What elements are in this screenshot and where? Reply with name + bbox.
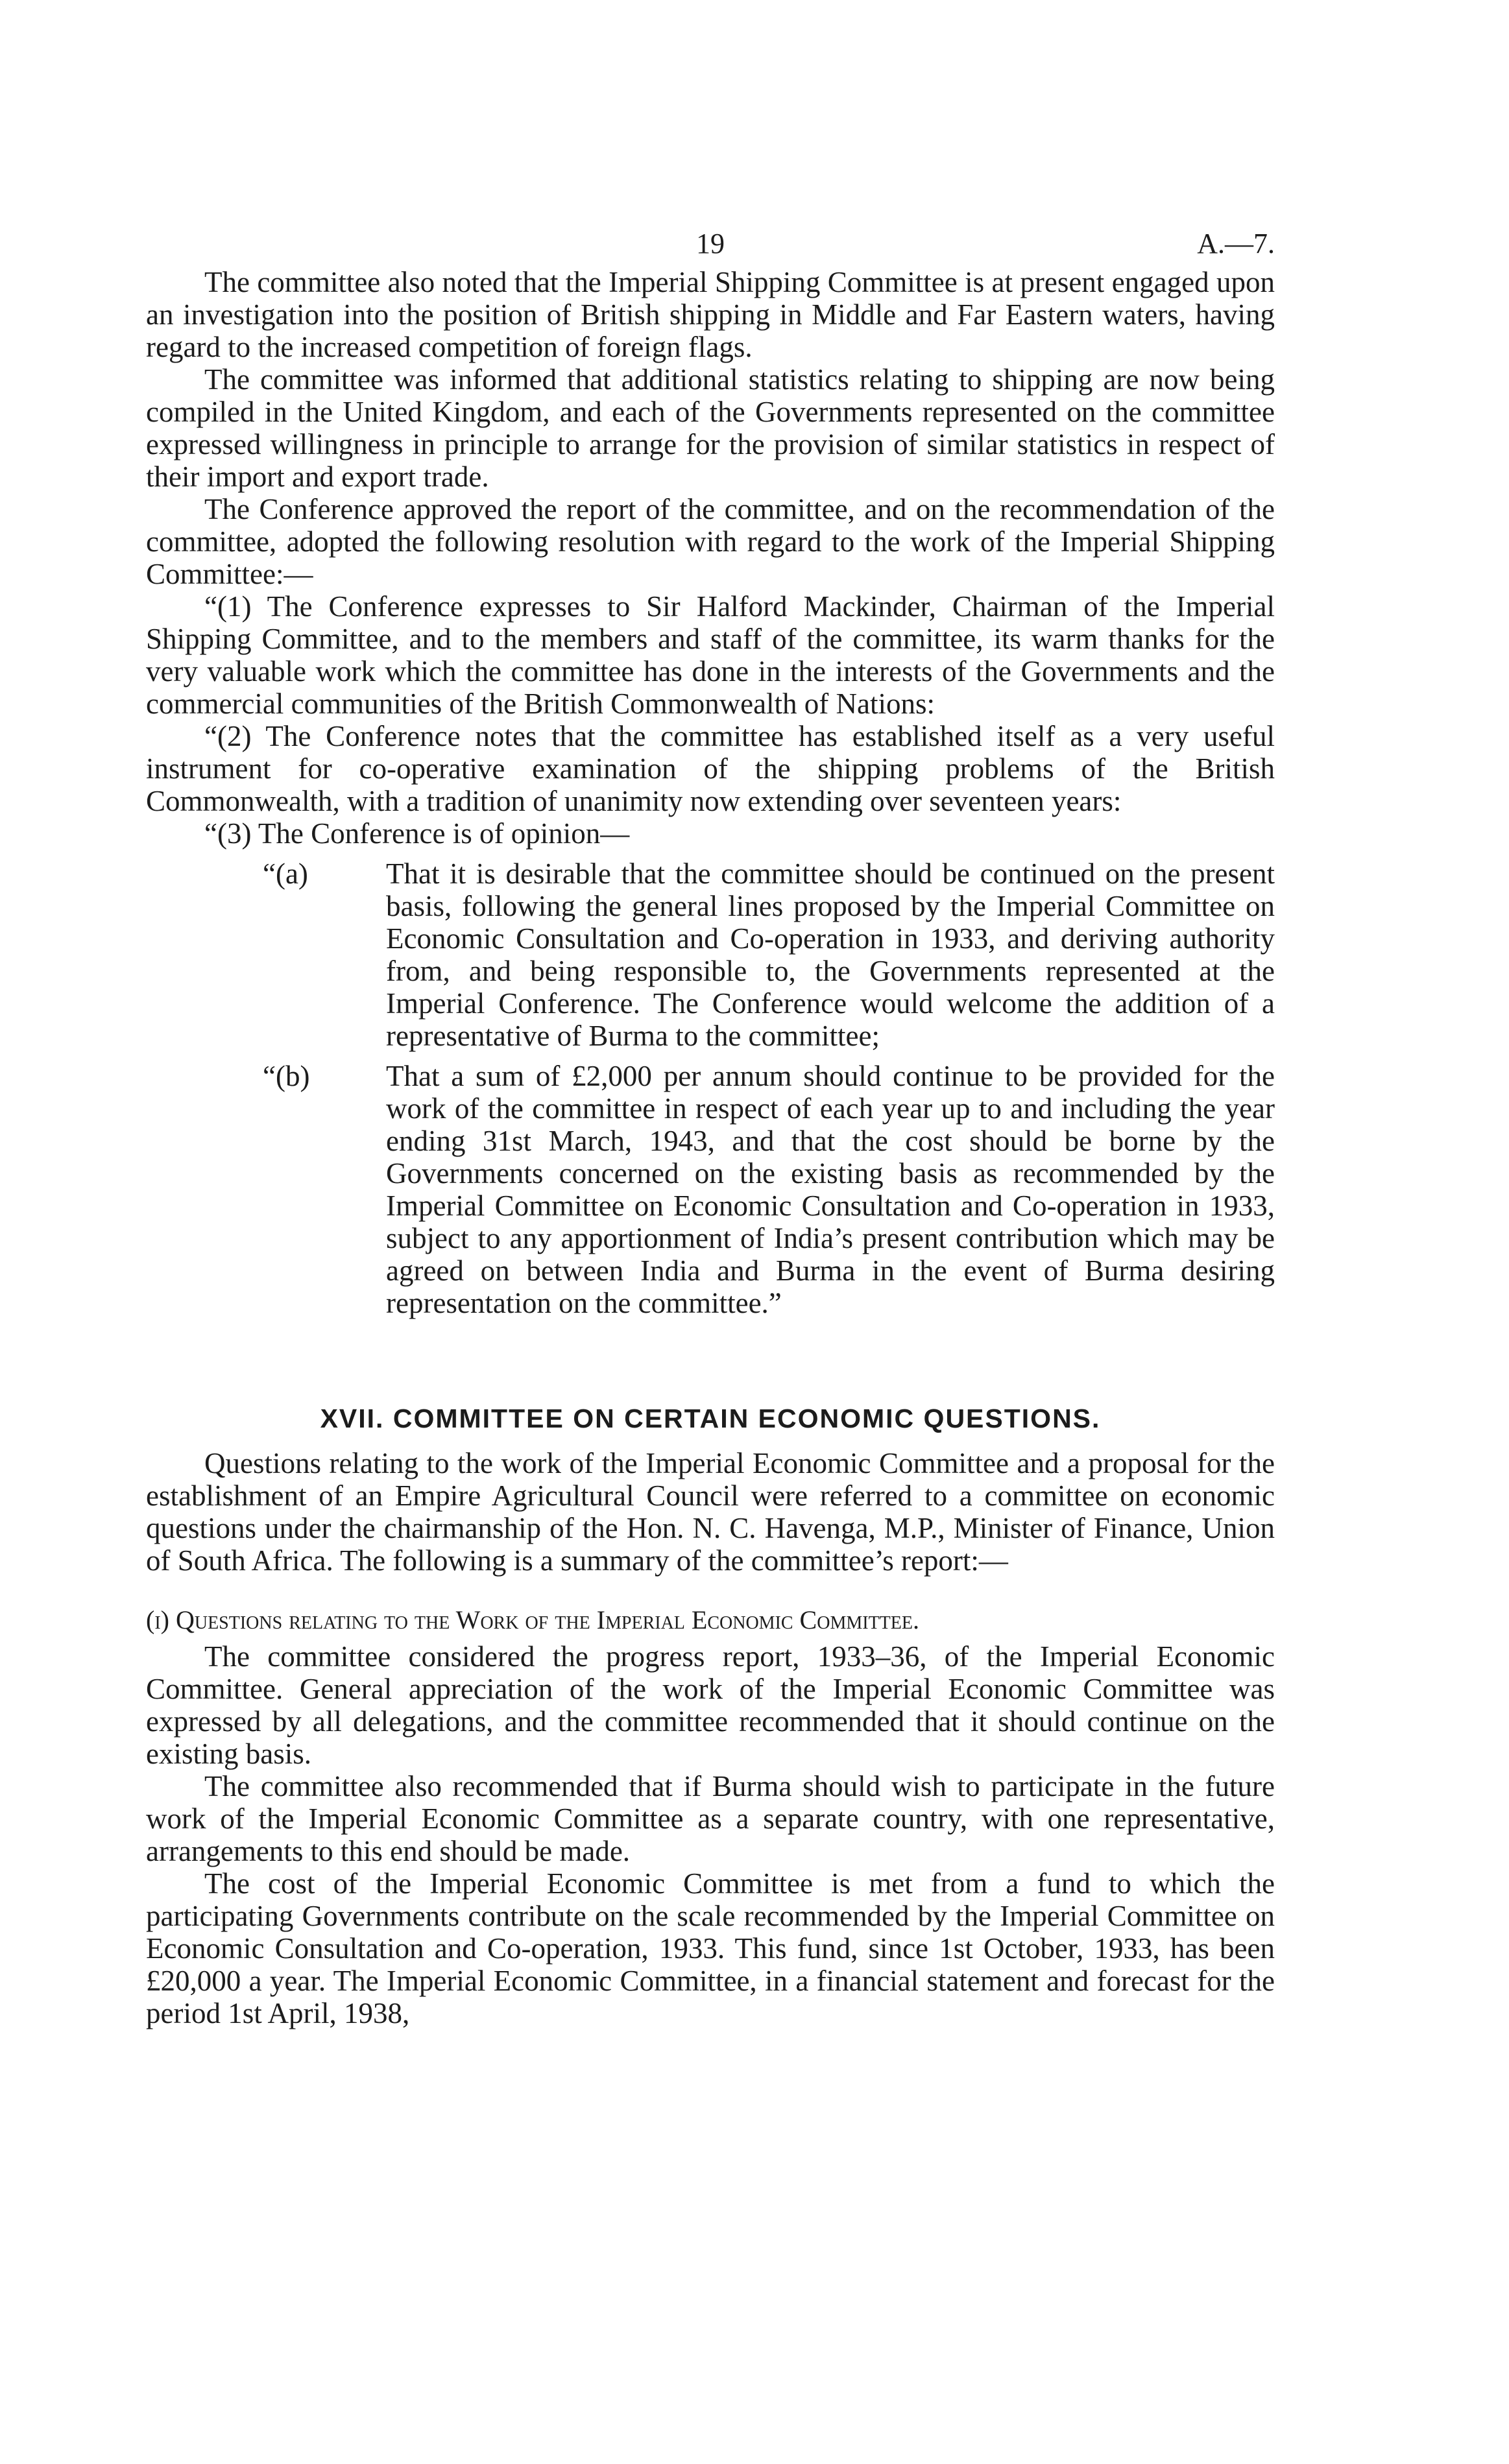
paragraph-shipping-statistics: The committee was informed that additional statistics relating to shipping are now being compiled in the United Kingdom, and each of the Governments represented on the committee expressed willingness in principle to arrange for the provision of similar statistics in respect of their import and export trade. xyxy=(146,363,1275,493)
subclause-b xyxy=(146,1060,1275,1319)
paragraph-conference-approval: The Conference approved the report of the committee, and on the recommendation of the committee, adopted the following resolution with regard to the work of the Imperial Shipping Committee:— xyxy=(146,493,1275,590)
paragraph-progress-report: The committee considered the progress report, 1933–36, of the Imperial Economic Committee. General appreciation of the work of the Imperial Economic Committee was expressed by all delegations, and the committee recommended that it should continue on the existing basis. xyxy=(146,1640,1275,1770)
section-heading: XVII. COMMITTEE ON CERTAIN ECONOMIC QUESTIONS. xyxy=(320,1404,1101,1433)
paragraph-committee-cost: The cost of the Imperial Economic Committee is met from a fund to which the participating Governments contribute on the scale recommended by the Imperial Committee on Economic Consultation and Co-operation, 1933. This fund, since 1st October, 1933, has been £20,000 a year. The Imperial Economic Committee, in a financial statement and forecast for the period 1st April, 1938, xyxy=(146,1867,1275,2029)
subclause-b-marker: “(b) xyxy=(263,1060,310,1092)
paragraph-shipping-investigation: The committee also noted that the Imperial Shipping Committee is at present engaged upon an investigation into the position of British shipping in Middle and Far Eastern waters, having regard to the increased competition of foreign flags. xyxy=(146,266,1275,363)
section-subheading: (i) Questions relating to the Work of the Imperial Economic Committee. xyxy=(146,1605,919,1634)
document-reference: A.—7. xyxy=(1197,228,1275,259)
subclause-a-marker: “(a) xyxy=(263,857,308,890)
resolution-1: “(1) The Conference expresses to Sir Halford Mackinder, Chairman of the Imperial Shipping Committee, and to the members and staff of the committee, its warm thanks for the very valuable work which the committee has done in the interests of the Governments and the commercial communities of the British Commonwealth of Nations: xyxy=(146,590,1275,720)
resolution-2: “(2) The Conference notes that the committee has established itself as a very useful instrument for co-operative examination of the shipping problems of the British Commonwealth, with a tradition of unanimity now extending over seventeen years: xyxy=(146,720,1275,817)
section-intro-paragraph: Questions relating to the work of the Imperial Economic Committee and a proposal for the establishment of an Empire Agricultural Council were referred to a committee on economic questions under the chairmanship of the Hon. N. C. Havenga, M.P., Minister of Finance, Union of South Africa. The following is a summary of the committee’s report:— xyxy=(146,1447,1275,1577)
subclause-a-text: That it is desirable that the committee should be continued on the present basis, following the general lines proposed by the Imperial Committee on Economic Consultation and Co-operation in 1933, and deriving authority from, and being responsible to, the Governments represented at the Imperial Conference. The Conference would welcome the addition of a representative of Burma to the committee; xyxy=(386,857,1275,1052)
document-page xyxy=(146,221,1275,2029)
page-header xyxy=(146,221,1275,266)
subclause-b-text: That a sum of £2,000 per annum should continue to be provided for the work of the committee in respect of each year up to and including the year ending 31st March, 1943, and that the cost should be borne by the Governments concerned on the existing basis as recommended by the Imperial Committee on Economic Consultation and Co-operation in 1933, subject to any apportionment of India’s present contribution which may be agreed on between India and Burma in the event of Burma desiring representation on the committee.” xyxy=(386,1060,1275,1319)
page-number: 19 xyxy=(696,228,725,259)
paragraph-burma-participation: The committee also recommended that if Burma should wish to participate in the future work of the Imperial Economic Committee as a separate country, with one representative, arrangements to this end should be made. xyxy=(146,1770,1275,1867)
subclause-a xyxy=(146,857,1275,1052)
resolution-3: “(3) The Conference is of opinion— xyxy=(204,817,630,850)
